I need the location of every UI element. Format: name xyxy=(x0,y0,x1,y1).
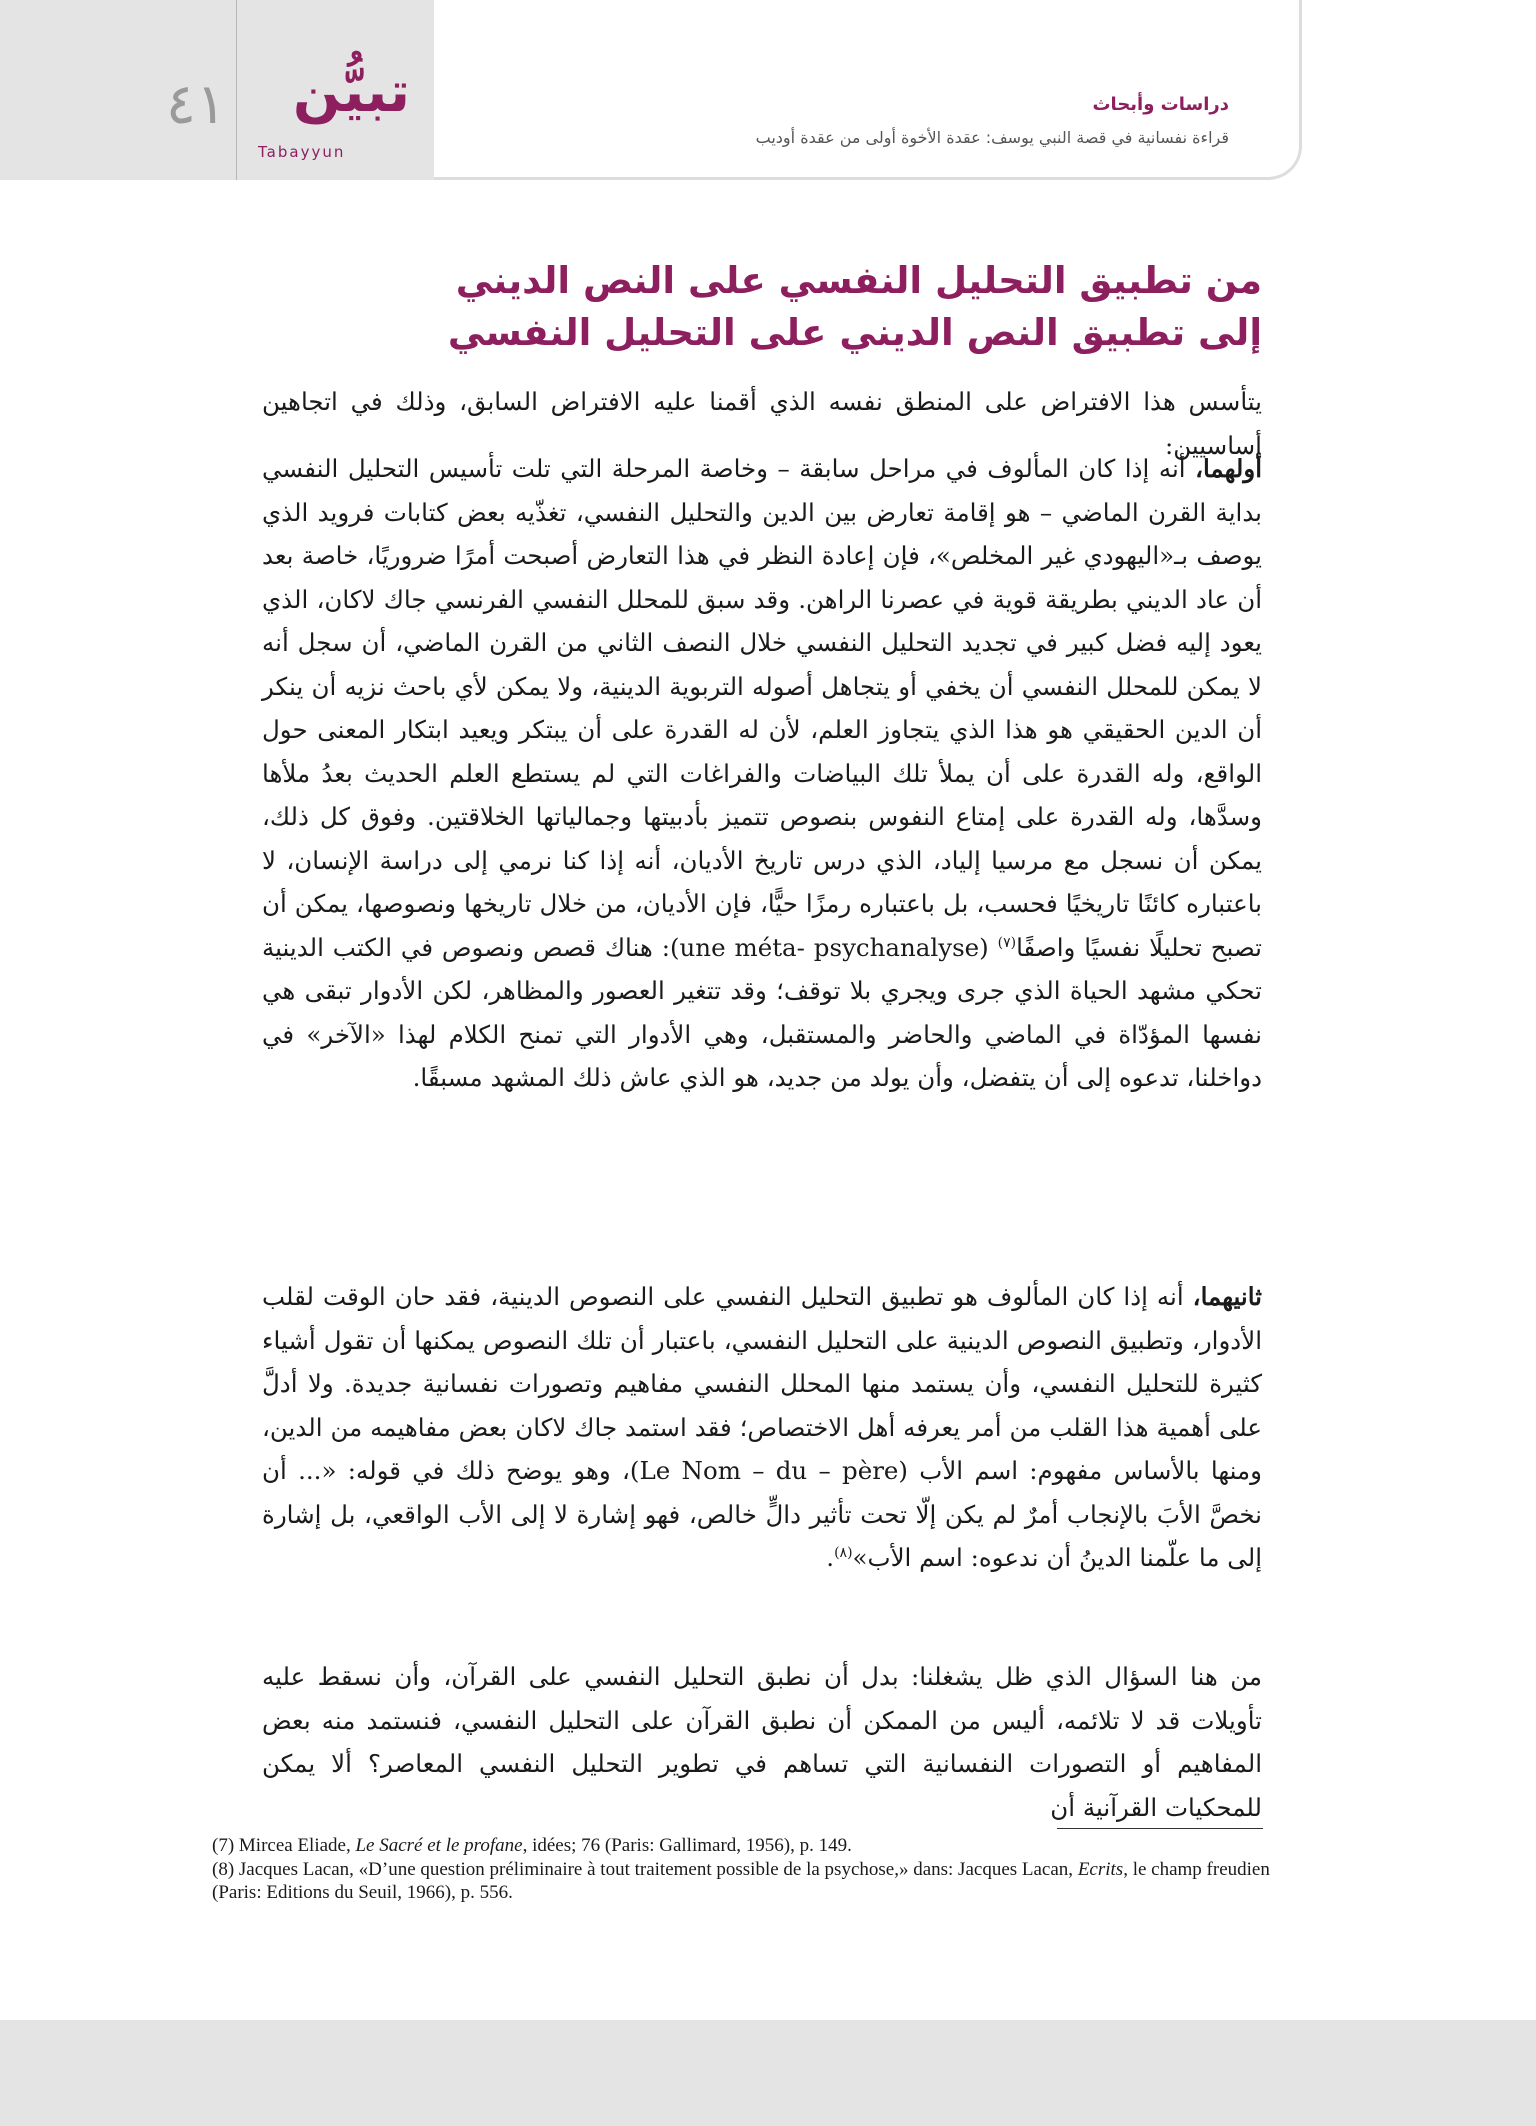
footnote-8 xyxy=(212,1858,1272,1905)
footnote-ref-8[interactable]: (٨) xyxy=(834,1544,853,1561)
second-lead: ثانيهما، xyxy=(1192,1282,1262,1311)
footnote-rule xyxy=(1057,1828,1263,1829)
intro-paragraph: يتأسس هذا الافتراض على المنطق نفسه الذي أقمنا عليه الافتراض السابق، وذلك في اتجاهين أساسيين: xyxy=(262,387,1262,460)
fn8-part-a: (8) Jacques Lacan, «D’une question préliminaire à tout traitement possible de la psychose,» dans: Jacques Lacan, xyxy=(212,1858,1078,1880)
logo-arabic: تبيُّن xyxy=(292,60,410,125)
running-title: قراءة نفسانية في قصة النبي يوسف: عقدة الأخوة أولى من عقدة أوديب xyxy=(755,128,1229,147)
section-label: دراسات وأبحاث xyxy=(1092,94,1229,115)
fn8-part-b: , le champ freudien (Paris: Editions du Seuil, 1966), p. 556. xyxy=(212,1858,1270,1903)
heading-line-1: من تطبيق التحليل النفسي على النص الديني xyxy=(455,259,1262,302)
tabayyun-logo xyxy=(250,60,420,170)
fn7-book-title: Le Sacré et le profane xyxy=(355,1835,523,1856)
paragraph-third: من هنا السؤال الذي ظل يشغلنا: بدل أن نطبق التحليل النفسي على القرآن، وأن نسقط عليه تأويلات قد لا تلائمه، أليس من الممكن أن نطبق القرآن على التحليل النفسي، فنستمد منه بعض المفاهيم أو التصورات النفسانية التي تساهم في تطوير التحليل النفسي المعاصر؟ ألا يمكن للمحكيات القرآنية أن xyxy=(262,1662,1262,1822)
section-heading xyxy=(362,255,1262,359)
fn7-part-a: (7) Mircea Eliade, xyxy=(212,1835,356,1856)
first-text-a: أنه إذا كان المألوف في مراحل سابقة – وخاصة المرحلة التي تلت تأسيس التحليل النفسي بداية القرن الماضي – هو إقامة تعارض بين الدين والتحليل النفسي، تغذّيه بعض كتابات فرويد الذي يوصف بـ«اليهودي غير المخلص»، فإن إعادة النظر في هذا التعارض أصبحت أمرًا ضروريًا، خاصة بعد أن عاد الديني بطريقة قوية في عصرنا الراهن. وقد سبق للمحلل النفسي الفرنسي جاك لاكان، الذي يعود إليه فضل كبير في تجديد التحليل النفسي خلال النصف الثاني من القرن الماضي، أن سجل أنه لا يمكن للمحلل النفسي أن يخفي أو يتجاهل أصوله التربوية الدينية، ولا يمكن لأي باحث نزيه أن ينكر أن الدين الحقيقي هو هذا الذي يتجاوز العلم، لأن له القدرة على أن يبتكر ويعيد ابتكار المعنى حول الواقع، وله القدرة على أن يملأ تلك البياضات والفراغات التي لم يستطع العلم الحديث بعدُ ملأها وسدَّها، وله القدرة على إمتاع النفوس بنصوص تتميز بأدبيتها وجمالياتها الخلاقتين. وفوق كل ذلك، يمكن أن نسجل مع مرسيا إلياد، الذي درس تاريخ الأديان، أنه إذا كنا نرمي إلى دراسة الإنسان، لا باعتباره كائنًا تاريخيًا فحسب، بل باعتباره رمزًا حيًّا، فإن الأديان، من خلال تاريخها ونصوصها، يمكن أن تصبح تحليلًا نفسيًا واصفًا xyxy=(262,454,1263,962)
footnotes xyxy=(212,1834,1272,1905)
page-number: ٤١ xyxy=(165,72,227,137)
fn7-part-b: , idées; 76 (Paris: Gallimard, 1956), p. 149. xyxy=(522,1835,852,1856)
footer-gray-band xyxy=(0,2020,1536,2126)
header-frame xyxy=(434,0,1302,180)
paragraph-second xyxy=(262,1275,1262,1580)
logo-latin: Tabayyun xyxy=(258,143,346,161)
paragraph-first xyxy=(262,447,1262,1100)
second-text-end: . xyxy=(826,1543,835,1572)
first-text-b: (une méta- psychanalyse): هناك قصص ونصوص في الكتب الدينية تحكي مشهد الحياة الذي جرى ويجري بلا توقف؛ وقد تتغير العصور والمظاهر، لكن الأدوار تبقى هي نفسها المؤدّاة في الماضي والحاضر والمستقبل، وهي الأدوار التي تمنح الكلام لهذا «الآخر» في دواخلنا، تدعوه إلى أن يتفضل، وأن يولد من جديد، هو الذي عاش ذلك المشهد مسبقًا. xyxy=(262,932,1262,1092)
first-lead: أولهما، xyxy=(1195,454,1262,483)
footnote-ref-7[interactable]: (٧) xyxy=(997,934,1017,951)
heading-line-2: إلى تطبيق النص الديني على التحليل النفسي xyxy=(447,311,1262,354)
header-divider xyxy=(236,0,237,180)
second-text-a: أنه إذا كان المألوف هو تطبيق التحليل النفسي على النصوص الدينية، فقد حان الوقت لقلب الأدوار، وتطبيق النصوص الدينية على التحليل النفسي، باعتبار أن تلك النصوص يمكنها أن تقول أشياء كثيرة للتحليل النفسي، وأن يستمد منها المحلل النفسي مفاهيم وتصورات نفسانية جديدة. ولا أدلَّ على أهمية هذا القلب من أمر يعرفه أهل الاختصاص؛ فقد استمد جاك لاكان بعض مفاهيمه من الدين، ومنها بالأساس مفهوم: اسم الأب (Le Nom – du – père)، وهو يوضح ذلك في قوله: «... أن نخصَّ الأبَ بالإنجاب أمرٌ لم يكن إلّا تحت تأثير دالٍّ خالص، فهو إشارة لا إلى الأب الواقعي، بل إشارة إلى ما علّمنا الدينُ أن ندعوه: اسم الأب» xyxy=(262,1282,1263,1572)
fn8-book-title: Ecrits xyxy=(1077,1858,1124,1880)
footnote-7 xyxy=(212,1834,1272,1858)
